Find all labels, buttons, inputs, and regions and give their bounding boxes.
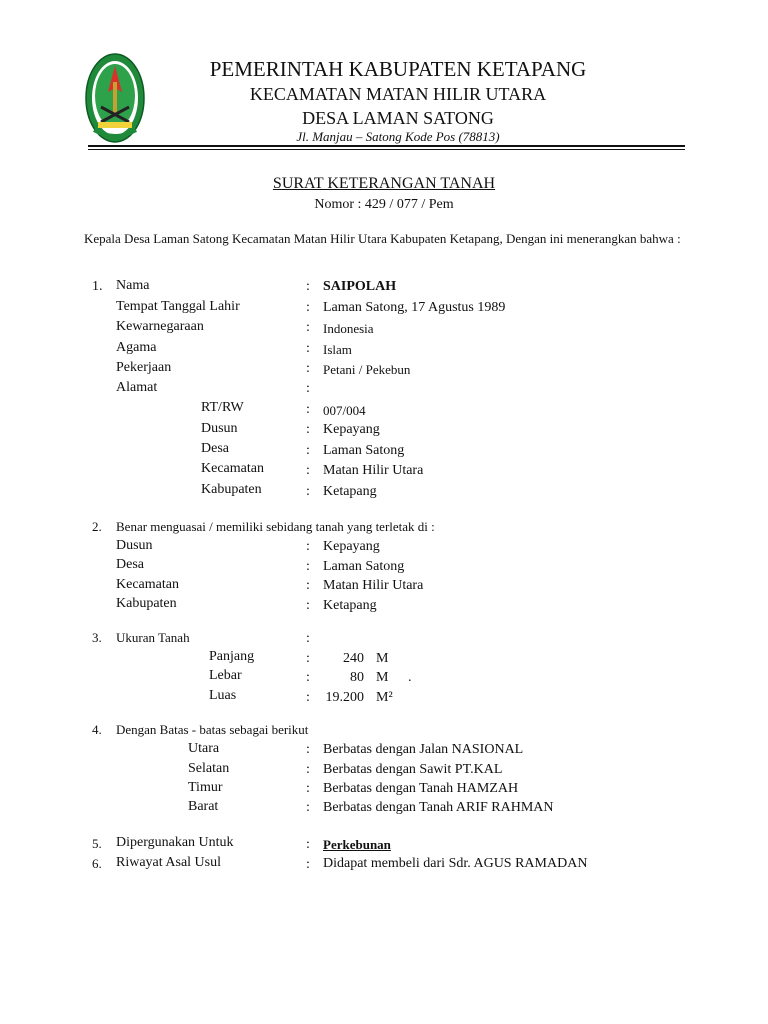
kewarganegaraan-value: Indonesia — [323, 321, 374, 336]
batas-barat-label: Barat — [188, 799, 219, 814]
lokasi-kecamatan-value: Matan Hilir Utara — [323, 578, 424, 593]
lokasi-kecamatan-label: Kecamatan — [116, 577, 179, 592]
riwayat-value: Didapat membeli dari Sdr. AGUS RAMADAN — [323, 856, 588, 871]
header-divider-thin — [88, 149, 685, 150]
intro-paragraph: Kepala Desa Laman Satong Kecamatan Matan Hilir Utara Kabupaten Ketapang, Dengan ini menerangkan bahwa : — [84, 231, 681, 246]
batas-selatan-value: Berbatas dengan Sawit PT.KAL — [323, 762, 503, 777]
nama-label: Nama — [116, 278, 150, 293]
penggunaan-value: Perkebunan — [323, 837, 391, 852]
ttl-label: Tempat Tanggal Lahir — [116, 299, 240, 314]
lebar-unit: M — [376, 670, 389, 685]
penggunaan-label: Dipergunakan Untuk — [116, 835, 234, 850]
agama-value: Islam — [323, 342, 352, 357]
colon: : — [306, 484, 310, 499]
luas-unit: M² — [376, 690, 393, 705]
lebar-value: 80 — [350, 670, 364, 685]
pekerjaan-label: Pekerjaan — [116, 360, 172, 375]
riwayat-label: Riwayat Asal Usul — [116, 855, 221, 870]
kewarganegaraan-label: Kewarnegaraan — [116, 319, 204, 334]
section-3-number: 3. — [92, 630, 102, 645]
lokasi-desa-label: Desa — [116, 557, 144, 572]
batas-timur-label: Timur — [188, 780, 223, 795]
lebar-label: Lebar — [209, 668, 242, 683]
agama-label: Agama — [116, 340, 157, 355]
header-village: DESA LAMAN SATONG — [302, 108, 494, 128]
batas-barat-value: Berbatas dengan Tanah ARIF RAHMAN — [323, 800, 554, 815]
batas-selatan-label: Selatan — [188, 761, 230, 776]
section-5-number: 5. — [92, 836, 102, 851]
panjang-unit: M — [376, 651, 389, 666]
colon: : — [306, 800, 310, 815]
nama-value: SAIPOLAH — [323, 279, 397, 294]
document-title: SURAT KETERANGAN TANAH — [272, 175, 496, 192]
lokasi-dusun-label: Dusun — [116, 538, 153, 553]
kecamatan-value: Matan Hilir Utara — [323, 463, 424, 478]
section-2-text: Benar menguasai / memiliki sebidang tanah yang terletak di : — [116, 519, 435, 534]
batas-timur-value: Berbatas dengan Tanah HAMZAH — [323, 781, 519, 796]
panjang-value: 240 — [343, 651, 364, 666]
luas-value: 19.200 — [325, 690, 364, 705]
section-2-number: 2. — [92, 519, 102, 534]
luas-label: Luas — [209, 688, 237, 703]
section-1-number: 1. — [92, 279, 103, 294]
header-divider-thick — [88, 145, 685, 147]
kabupaten-label: Kabupaten — [201, 482, 262, 497]
panjang-label: Panjang — [209, 649, 255, 664]
colon: : — [306, 598, 310, 613]
colon: : — [306, 837, 310, 852]
lokasi-dusun-value: Kepayang — [323, 539, 380, 554]
colon: : — [306, 422, 310, 437]
batas-utara-value: Berbatas dengan Jalan NASIONAL — [323, 742, 524, 757]
ttl-value: Laman Satong, 17 Agustus 1989 — [323, 300, 506, 315]
ukuran-tanah-label: Ukuran Tanah — [116, 630, 190, 645]
batas-utara-label: Utara — [188, 741, 220, 756]
lokasi-kabupaten-value: Ketapang — [323, 598, 377, 613]
rtrw-label: RT/RW — [201, 400, 244, 415]
colon: : — [306, 402, 310, 417]
pekerjaan-value: Petani / Pekebun — [323, 362, 411, 377]
desa-label: Desa — [201, 441, 229, 456]
colon: : — [306, 300, 310, 315]
lebar-dot: . — [408, 670, 412, 685]
colon: : — [306, 443, 310, 458]
lokasi-desa-value: Laman Satong — [323, 559, 405, 574]
desa-value: Laman Satong — [323, 443, 405, 458]
header-government: PEMERINTAH KABUPATEN KETAPANG — [209, 57, 587, 81]
colon: : — [306, 381, 310, 396]
header-address: Jl. Manjau – Satong Kode Pos (78813) — [296, 129, 500, 144]
colon: : — [306, 690, 310, 705]
dusun-value: Kepayang — [323, 422, 380, 437]
batas-label: Dengan Batas - batas sebagai berikut — [116, 722, 309, 737]
colon: : — [306, 631, 310, 646]
colon: : — [306, 361, 310, 376]
colon: : — [306, 670, 310, 685]
dusun-label: Dusun — [201, 421, 238, 436]
colon: : — [306, 320, 310, 335]
section-6-number: 6. — [92, 856, 102, 871]
colon: : — [306, 651, 310, 666]
colon: : — [306, 781, 310, 796]
rtrw-value: 007/004 — [323, 403, 366, 418]
lokasi-kabupaten-label: Kabupaten — [116, 596, 177, 611]
colon: : — [306, 559, 310, 574]
colon: : — [306, 762, 310, 777]
alamat-label: Alamat — [116, 380, 158, 395]
colon: : — [306, 539, 310, 554]
colon: : — [306, 742, 310, 757]
colon: : — [306, 341, 310, 356]
colon: : — [306, 578, 310, 593]
header-district: KECAMATAN MATAN HILIR UTARA — [249, 84, 547, 104]
section-4-number: 4. — [92, 722, 102, 737]
kabupaten-value: Ketapang — [323, 484, 377, 499]
colon: : — [306, 279, 310, 294]
colon: : — [306, 857, 310, 872]
kecamatan-label: Kecamatan — [201, 461, 264, 476]
colon: : — [306, 463, 310, 478]
document-number: Nomor : 429 / 077 / Pem — [314, 197, 454, 212]
